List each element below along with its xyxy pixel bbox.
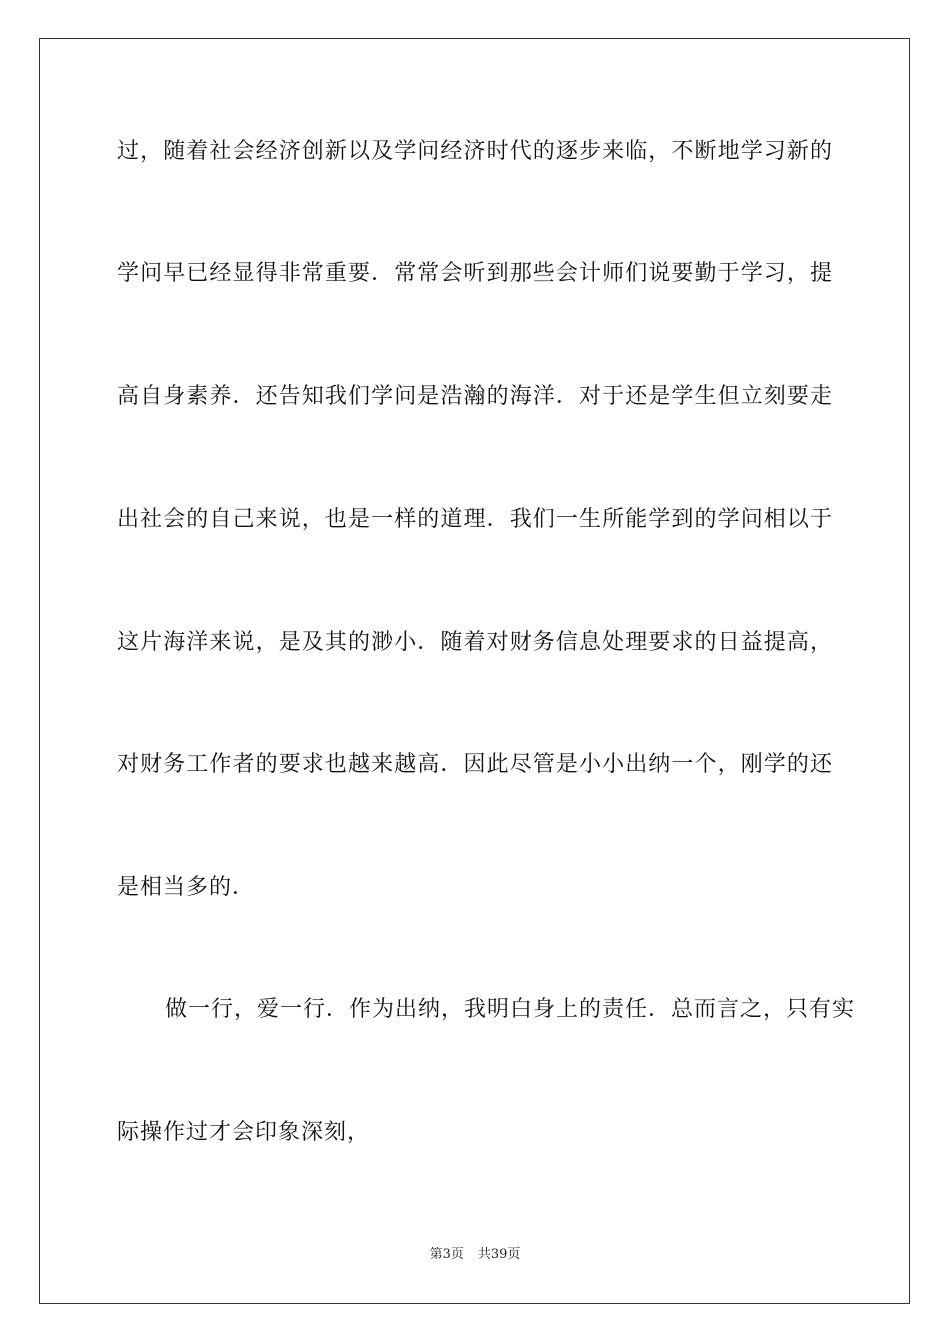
text-line: 高自身素养．还告知我们学问是浩瀚的海洋．对于还是学生但立刻要走 [117,384,833,409]
paragraph-first-line: 做一行，爱一行．作为出纳，我明白身上的责任．总而言之，只有实 [165,997,856,1022]
page-footer [0,1247,950,1263]
page-number: 第3页 [429,1247,464,1262]
text-line: 是相当多的． [117,875,256,900]
page-total: 共39页 [477,1247,521,1262]
text-line: 际操作过才会印象深刻， [117,1120,371,1145]
text-line: 过，随着社会经济创新以及学问经济时代的逐步来临，不断地学习新的 [117,139,833,164]
text-line: 对财务工作者的要求也越来越高．因此尽管是小小出纳一个，刚学的还 [117,752,833,777]
page-border [39,38,910,1304]
text-line: 学问早已经显得非常重要．常常会听到那些会计师们说要勤于学习，提 [117,261,833,286]
text-line: 这片海洋来说，是及其的渺小．随着对财务信息处理要求的日益提高， [117,630,833,655]
text-line: 出社会的自己来说，也是一样的道理．我们一生所能学到的学问相以于 [117,507,833,532]
